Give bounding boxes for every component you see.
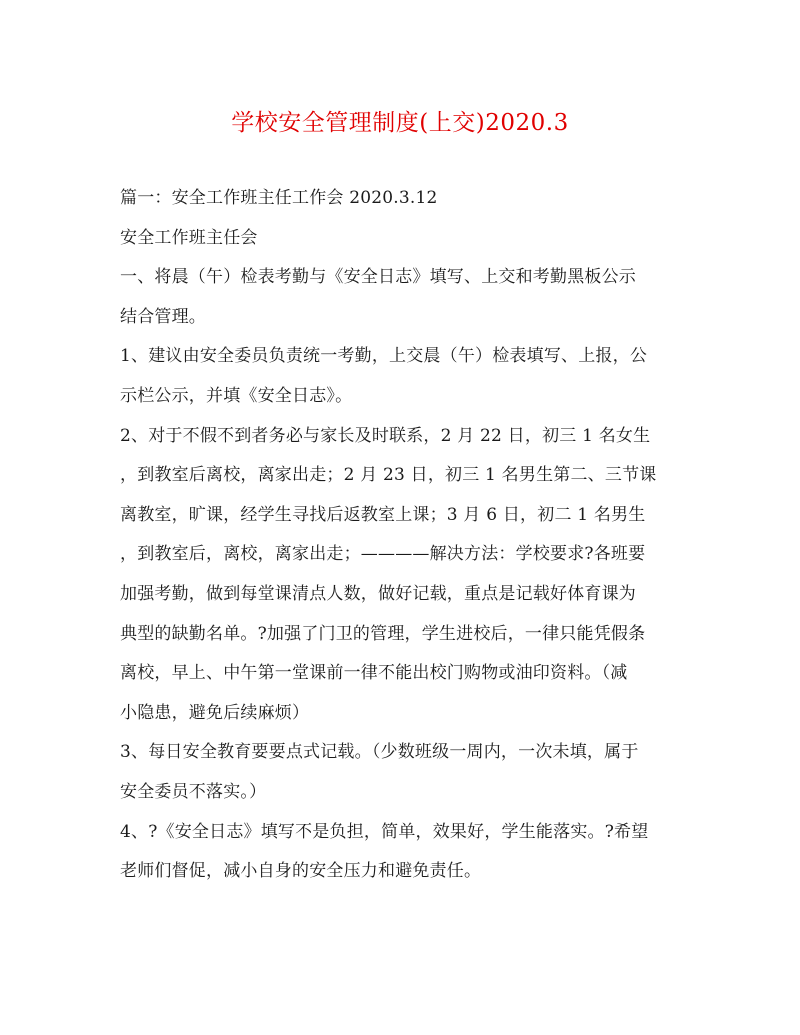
document-body <box>120 179 682 892</box>
text-line: 3、每日安全教育要要点式记载。（少数班级一周内，一次未填，属于 <box>120 742 639 763</box>
text-line: 典型的缺勤名单。?加强了门卫的管理，学生进校后，一律只能凭假条 <box>120 623 646 644</box>
text-line: 4、?《安全日志》填写不是负担，简单，效果好，学生能落实。?希望 <box>120 821 649 842</box>
document-title: 学校安全管理制度(上交)2020.3 <box>231 110 569 136</box>
text-line: ，到教室后，离校，离家出走；————解决方法：学校要求?各班要 <box>120 544 646 565</box>
text-line: 示栏公示，并填《安全日志》。 <box>120 385 353 406</box>
text-line: 安全委员不落实。） <box>120 781 267 802</box>
text-line: 小隐患，避免后续麻烦） <box>120 702 310 723</box>
text-line: 一、将晨（午）检表考勤与《安全日志》填写、上交和考勤黑板公示 <box>120 267 636 288</box>
text-line: 结合管理。 <box>120 306 206 327</box>
text-line: 篇一：安全工作班主任工作会 2020.3.12 <box>120 188 438 208</box>
text-line: 离校，早上、中午第一堂课前一律不能出校门购物或油印资料。（减 <box>120 663 628 684</box>
text-line: 加强考勤，做到每堂课清点人数，做好记载，重点是记载好体育课为 <box>120 583 636 604</box>
text-line: 安全工作班主任会 <box>120 227 258 248</box>
text-line: ，到教室后离校，离家出走；2 月 23 日，初三 1 名男生第二、三节课 <box>120 465 657 486</box>
text-line: 离教室，旷课，经学生寻找后返教室上课；3 月 6 日，初二 1 名男生 <box>120 504 646 525</box>
text-line: 2、对于不假不到者务必与家长及时联系，2 月 22 日，初三 1 名女生 <box>120 425 651 446</box>
text-line: 1、建议由安全委员负责统一考勤，上交晨（午）检表填写、上报，公 <box>120 346 648 367</box>
text-line: 老师们督促，减小自身的安全压力和避免责任。 <box>120 861 482 882</box>
